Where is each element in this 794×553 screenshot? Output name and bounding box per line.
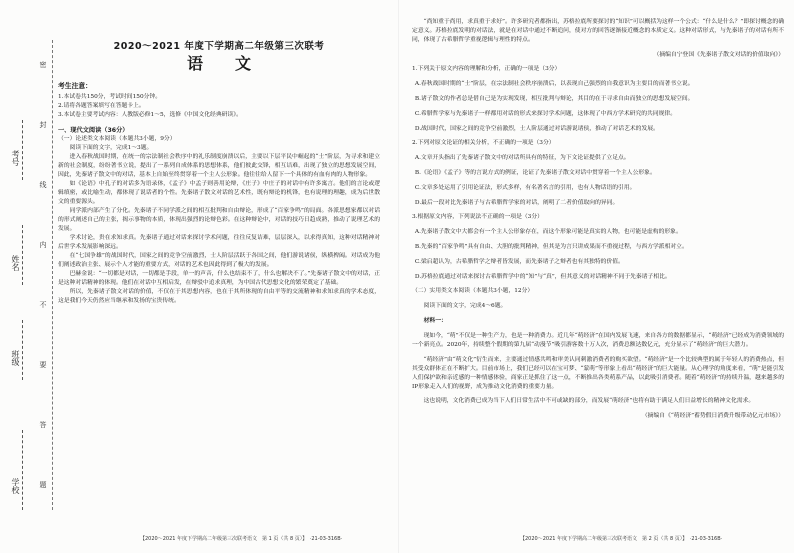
question-1: 1.下列关于原文内容的理解和分析，正确的一项是（3分） (412, 66, 561, 73)
notice-item: 3.本试卷主要考试内容：人教版必修1～5，选修《中国文化经典研读》。 (58, 112, 242, 118)
passage-paragraph: 这也说明，文化消费已成为当下人们日常生活中不可或缺的部分，而发展“萌经济”也将有助于满足人们日益增长的精神文化需求。 (423, 398, 755, 405)
seal-char: 要 (39, 361, 47, 369)
name-line (22, 225, 23, 285)
class-line (22, 320, 23, 380)
passage-source: （摘编自宁登国《先秦诸子散文对话的价值取向》） (653, 51, 784, 58)
exam-number-label: 考号 (11, 150, 20, 166)
seal-char: 内 (39, 241, 47, 249)
passage-paragraph: 学术讨论，贵在求知求真。先秦诸子通过对话来探讨学术问题，往往反复诘难，层层深入，以求得真知，这种对话精神对后世学术发展影响深远。 (58, 235, 380, 250)
footer-right: 【2020～2021 年度下学期高二年级第三次联考语文 第 2 页（共 8 页）】 ·21-03-316B· (520, 536, 723, 542)
passage-paragraph: “萌经济”由“萌文化”衍生而来，主要通过情感共鸣和审美认同刺激消费者的购买欲望。“萌经济”是一个比较典型的属于年轻人的消费热点，但其受众群体正在不断扩大。目前市场上，我们已经可以在宝可梦、“蒙萌”等形象上看出“萌经济”的巨大能量。从心理学的角度来看，“萌”是能引发人们保护欲和亲近感的一种情感体验，商家正是抓住了这一点，不断推出各类萌系产品，以此吸引消费者。随着“萌经济”的持续升温，越来越多的IP形象走入人们的视野，成为推动文化消费的重要力量。 (412, 356, 784, 390)
passage-paragraph: 如《论语》中孔子的对话多为语录体，《孟子》中孟子则善用论辩，《庄子》中庄子的对话中有许多寓言。他们的言论或逻辑缜密，或比喻生动，都体现了说话者的个性。先秦诸子散文对话的艺术性，既有辩论的机锋，也有说理的理趣，成为后世散文的重要源头。 (58, 181, 380, 205)
binding-strip (0, 0, 36, 553)
passage-paragraph: 进入春秋战国时期，在统一的宗法制社会秩序中的礼乐制度崩溃以后，主要以下层平民中崛起的“士”阶层，为寻求和建立新的社会制度，纷纷著书立说，提出了一系列自成体系的思想体系，他们彼此交锋，相互诘难，出现了独立的思想发展空间，因此，先秦诸子散文中的对话，基本上自始至终贯穿着一个主人公形象。他往往给人留下一个具体的有血有肉的人物形象。 (58, 154, 380, 178)
option: A.先秦诸子散文中大都会有一个主人公形象存在，而这个形象可能是真实的人物，也可能是虚构的形象。 (414, 229, 682, 236)
school-label: 学校 (11, 478, 20, 494)
instruction: 阅读下面的文字，完成4～6题。 (423, 303, 507, 310)
seal-char: 题 (39, 481, 47, 489)
seal-char: 不 (39, 301, 47, 309)
notice-heading: 考生注意： (58, 82, 92, 90)
option: A.春秋战国时期的“士”阶层，在宗法制社会秩序崩溃后，以表现自己强烈的自我意识为主要目的而著书立说。 (414, 81, 694, 88)
notice-item: 1.本试卷共150分，考试时间150分钟。 (58, 94, 162, 100)
passage-source: （摘编自《“萌经济”蓄势假日消费升级带动亿元市场》） (641, 413, 784, 420)
material-label: 材料一： (423, 317, 447, 324)
instruction: 阅读下面的文字，完成1～3题。 (69, 145, 153, 151)
passage-paragraph: 同学派内部产生了分化。先秦诸子不同学派之间的相互批判和自由辩论，形成了“百家争鸣”的局面。各派思想家都以对话的形式阐述自己的主张，揭示事物的本质，体现出强烈的论辩色彩。在这种辩论中，对话的技巧日趋成熟，推动了说理艺术的发展。 (58, 208, 380, 232)
passage-paragraph: 所以，先秦诸子散文对话的价值，不仅在于其思想内容，也在于其所体现的自由平等的交流精神和求知求真的学术态度，这是我们今天仍然应当继承和发扬的宝贵传统。 (58, 289, 380, 304)
passage-paragraph: 现如今，“萌”不仅是一种生产力，也是一种消费力。近几年“萌经济”在国内发展飞速，来自各方的数据都显示，“萌经济”已经成为消费领域的一个新亮点。2020年，持续整个假期的第九届“动漫节”吸引游客数十万人次，消费总额达数亿元，充分显示了“萌经济”的巨大潜力。 (412, 332, 784, 348)
option: C.梁启超认为，古希腊哲学之辩者皆发展，而先秦诸子之辩者也有其独特的价值。 (414, 258, 624, 265)
subject-title: 语文 (186, 54, 283, 73)
question-2: 2.下列对原文论证的相关分析，不正确的一项是（3分） (412, 140, 555, 147)
subsection-heading: （一）论述类文本阅读（本题共3小题，9分） (58, 136, 176, 142)
question-3: 3.根据原文内容，下列说法不正确的一项是（3分） (412, 214, 543, 221)
seal-line-text (38, 60, 48, 490)
notice-item: 2.请将各题答案填写在答题卡上。 (58, 103, 145, 109)
school-line (22, 430, 23, 510)
seal-dashed-line (52, 40, 53, 510)
option: D.苏格拉底通过对话来探讨古希腊哲学中的“知”与“真”，但其意义的对话精神不同于先秦诸子相比。 (414, 273, 671, 280)
exam-number-line (22, 120, 23, 180)
name-label: 姓名 (11, 255, 20, 271)
seal-char: 答 (39, 421, 47, 429)
option: C.希腊哲学家与先秦诸子一样都用对话的形式来探讨学术问题，这体现了中西方学术研究的共同规律。 (414, 110, 677, 117)
option: A.文章开头指出了先秦诸子散文中的对话所具有的特征，为下文论证提供了立足点。 (414, 155, 630, 162)
option: B.先秦的“百家争鸣”具有自由、大胆的批判精神，但其是为言只讲成果而不重视过程，与西方学派相对立。 (414, 243, 688, 250)
left-page (58, 12, 380, 306)
option: D.战国时代，国家之间的竞争空前激烈，士人阶层通过对话游说诸侯，推动了对话艺术的发展。 (414, 125, 659, 132)
class-label: 班级 (11, 350, 20, 366)
passage-paragraph: “尚知重于尚用，求真重于求好”。许多研究者都指出，苏格拉底所要探讨的“知识”可以概括为这样一个公式：“什么是什么？”即探讨概念的确定意义。苏格拉底发明的对话法，就是在对话中通过不断追问，使对方的回答逐渐接近概念的本质定义。这种对话形式，与先秦诸子的对话有所不同，体现了古希腊哲学重视逻辑与理性的特点。 (412, 18, 784, 43)
subsection-heading: （二）实用类文本阅读（本题共3小题，12分） (412, 288, 534, 295)
passage-paragraph: 巴赫金说：“一切都是对话，一切都是手段，单一的声音，什么也结束不了，什么也解决不了。”先秦诸子散文中的对话，正是这种对话精神的体现。他们在对话中互相启发，在辩驳中追求真理，为中国古代思想文化的繁荣奠定了基础。 (58, 271, 380, 286)
seal-char: 线 (39, 181, 47, 189)
section-heading: 一、现代文阅读（36分） (58, 127, 129, 134)
section-one (58, 126, 380, 306)
footer-left: 【2020～2021 年度下学期高二年级第三次联考语文 第 1 页（共 8 页）】 ·21-03-316B· (140, 536, 343, 542)
notice-block (58, 82, 380, 120)
page-divider (398, 0, 399, 553)
passage-paragraph: 在“七国争雄”的战国时代，国家之间的竞争空前激烈，士人阶层活跃于各国之间，他们游说诸侯，纵横捭阖。对话成为他们阐述政治主张、展示个人才能的重要方式，对话的艺术也因此得到了极大的发展。 (58, 253, 380, 268)
option: B.诸子散文的作者总是借自己是为实现发现，相互批判与辩论，其目的在于寻求自由而独立的思想发展空间。 (414, 95, 694, 102)
option: C.文章多处运用了引用论证法，形式多样，有名著名言的引用，也有人物话语的引用。 (414, 184, 636, 191)
seal-char: 密 (39, 61, 47, 69)
option: D.最后一段对比先秦诸子与古希腊哲学家的对话，阐明了二者价值取向的异同。 (414, 199, 619, 206)
exam-title: 2020～2021 年度下学期高二年级第三次联考 (113, 41, 325, 52)
option: B.《论语》《孟子》等的言说方式的例证，论证了先秦诸子散文对话中贯穿着一个主人公形象。 (414, 169, 656, 176)
right-page (412, 12, 784, 427)
seal-char: 封 (39, 121, 47, 129)
